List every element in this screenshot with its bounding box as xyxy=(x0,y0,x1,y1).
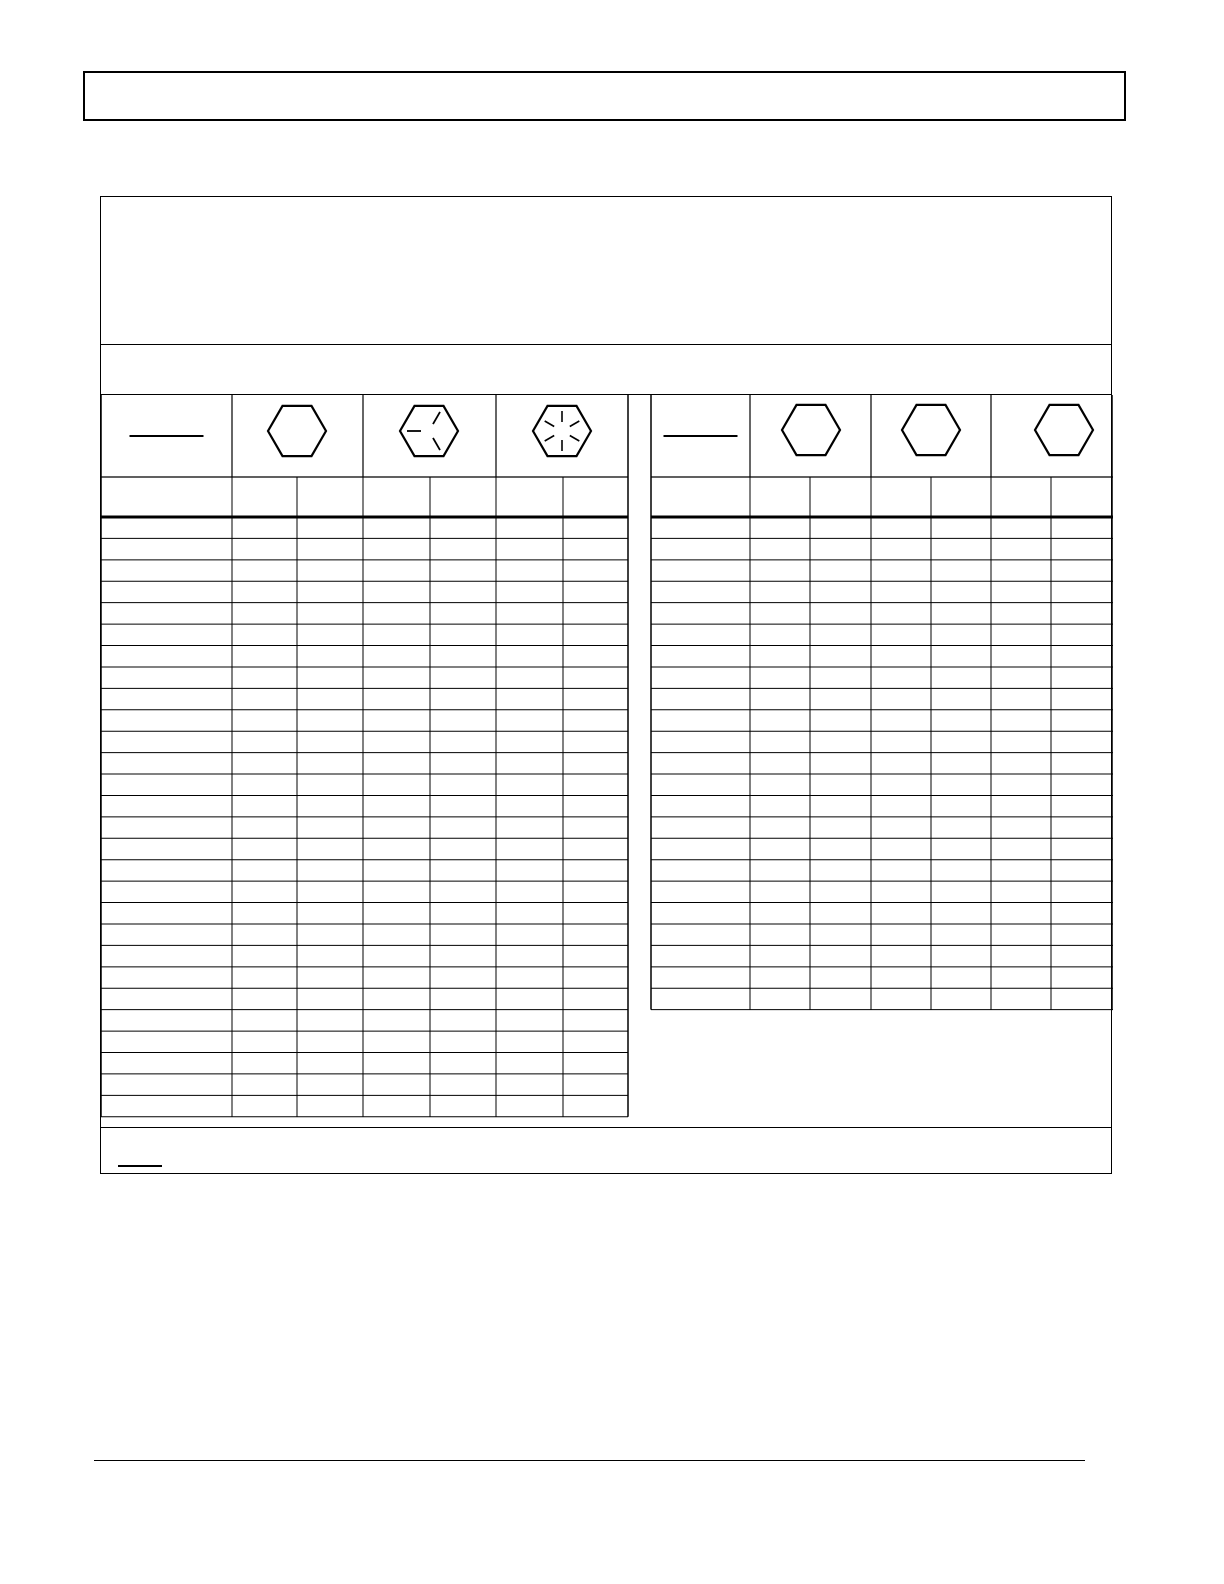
left-grade-3-hexagon-six-radial-lines-mark-3 xyxy=(545,421,555,427)
torque-table-grid xyxy=(101,197,1113,1175)
right-grade-1-hexagon-plain-icon xyxy=(782,405,840,455)
left-grade-3-hexagon-six-radial-lines-mark-5 xyxy=(570,421,580,427)
left-grade-2-hexagon-three-radial-lines-mark-1 xyxy=(433,438,440,450)
footer-rule xyxy=(94,1460,1085,1461)
note-label-underline xyxy=(118,1165,162,1167)
note-area xyxy=(101,1127,1111,1173)
torque-chart-panel xyxy=(100,196,1112,1174)
right-grade-2-hexagon-plain-icon xyxy=(902,405,960,455)
right-grade-3-hexagon-plain-icon xyxy=(1035,405,1093,455)
left-grade-2-hexagon-three-radial-lines-mark-2 xyxy=(433,412,440,424)
page-header-box xyxy=(83,71,1126,121)
left-grade-1-hexagon-plain-icon xyxy=(268,406,326,456)
left-grade-3-hexagon-six-radial-lines-mark-2 xyxy=(545,436,555,442)
left-grade-3-hexagon-six-radial-lines-mark-0 xyxy=(570,436,580,442)
